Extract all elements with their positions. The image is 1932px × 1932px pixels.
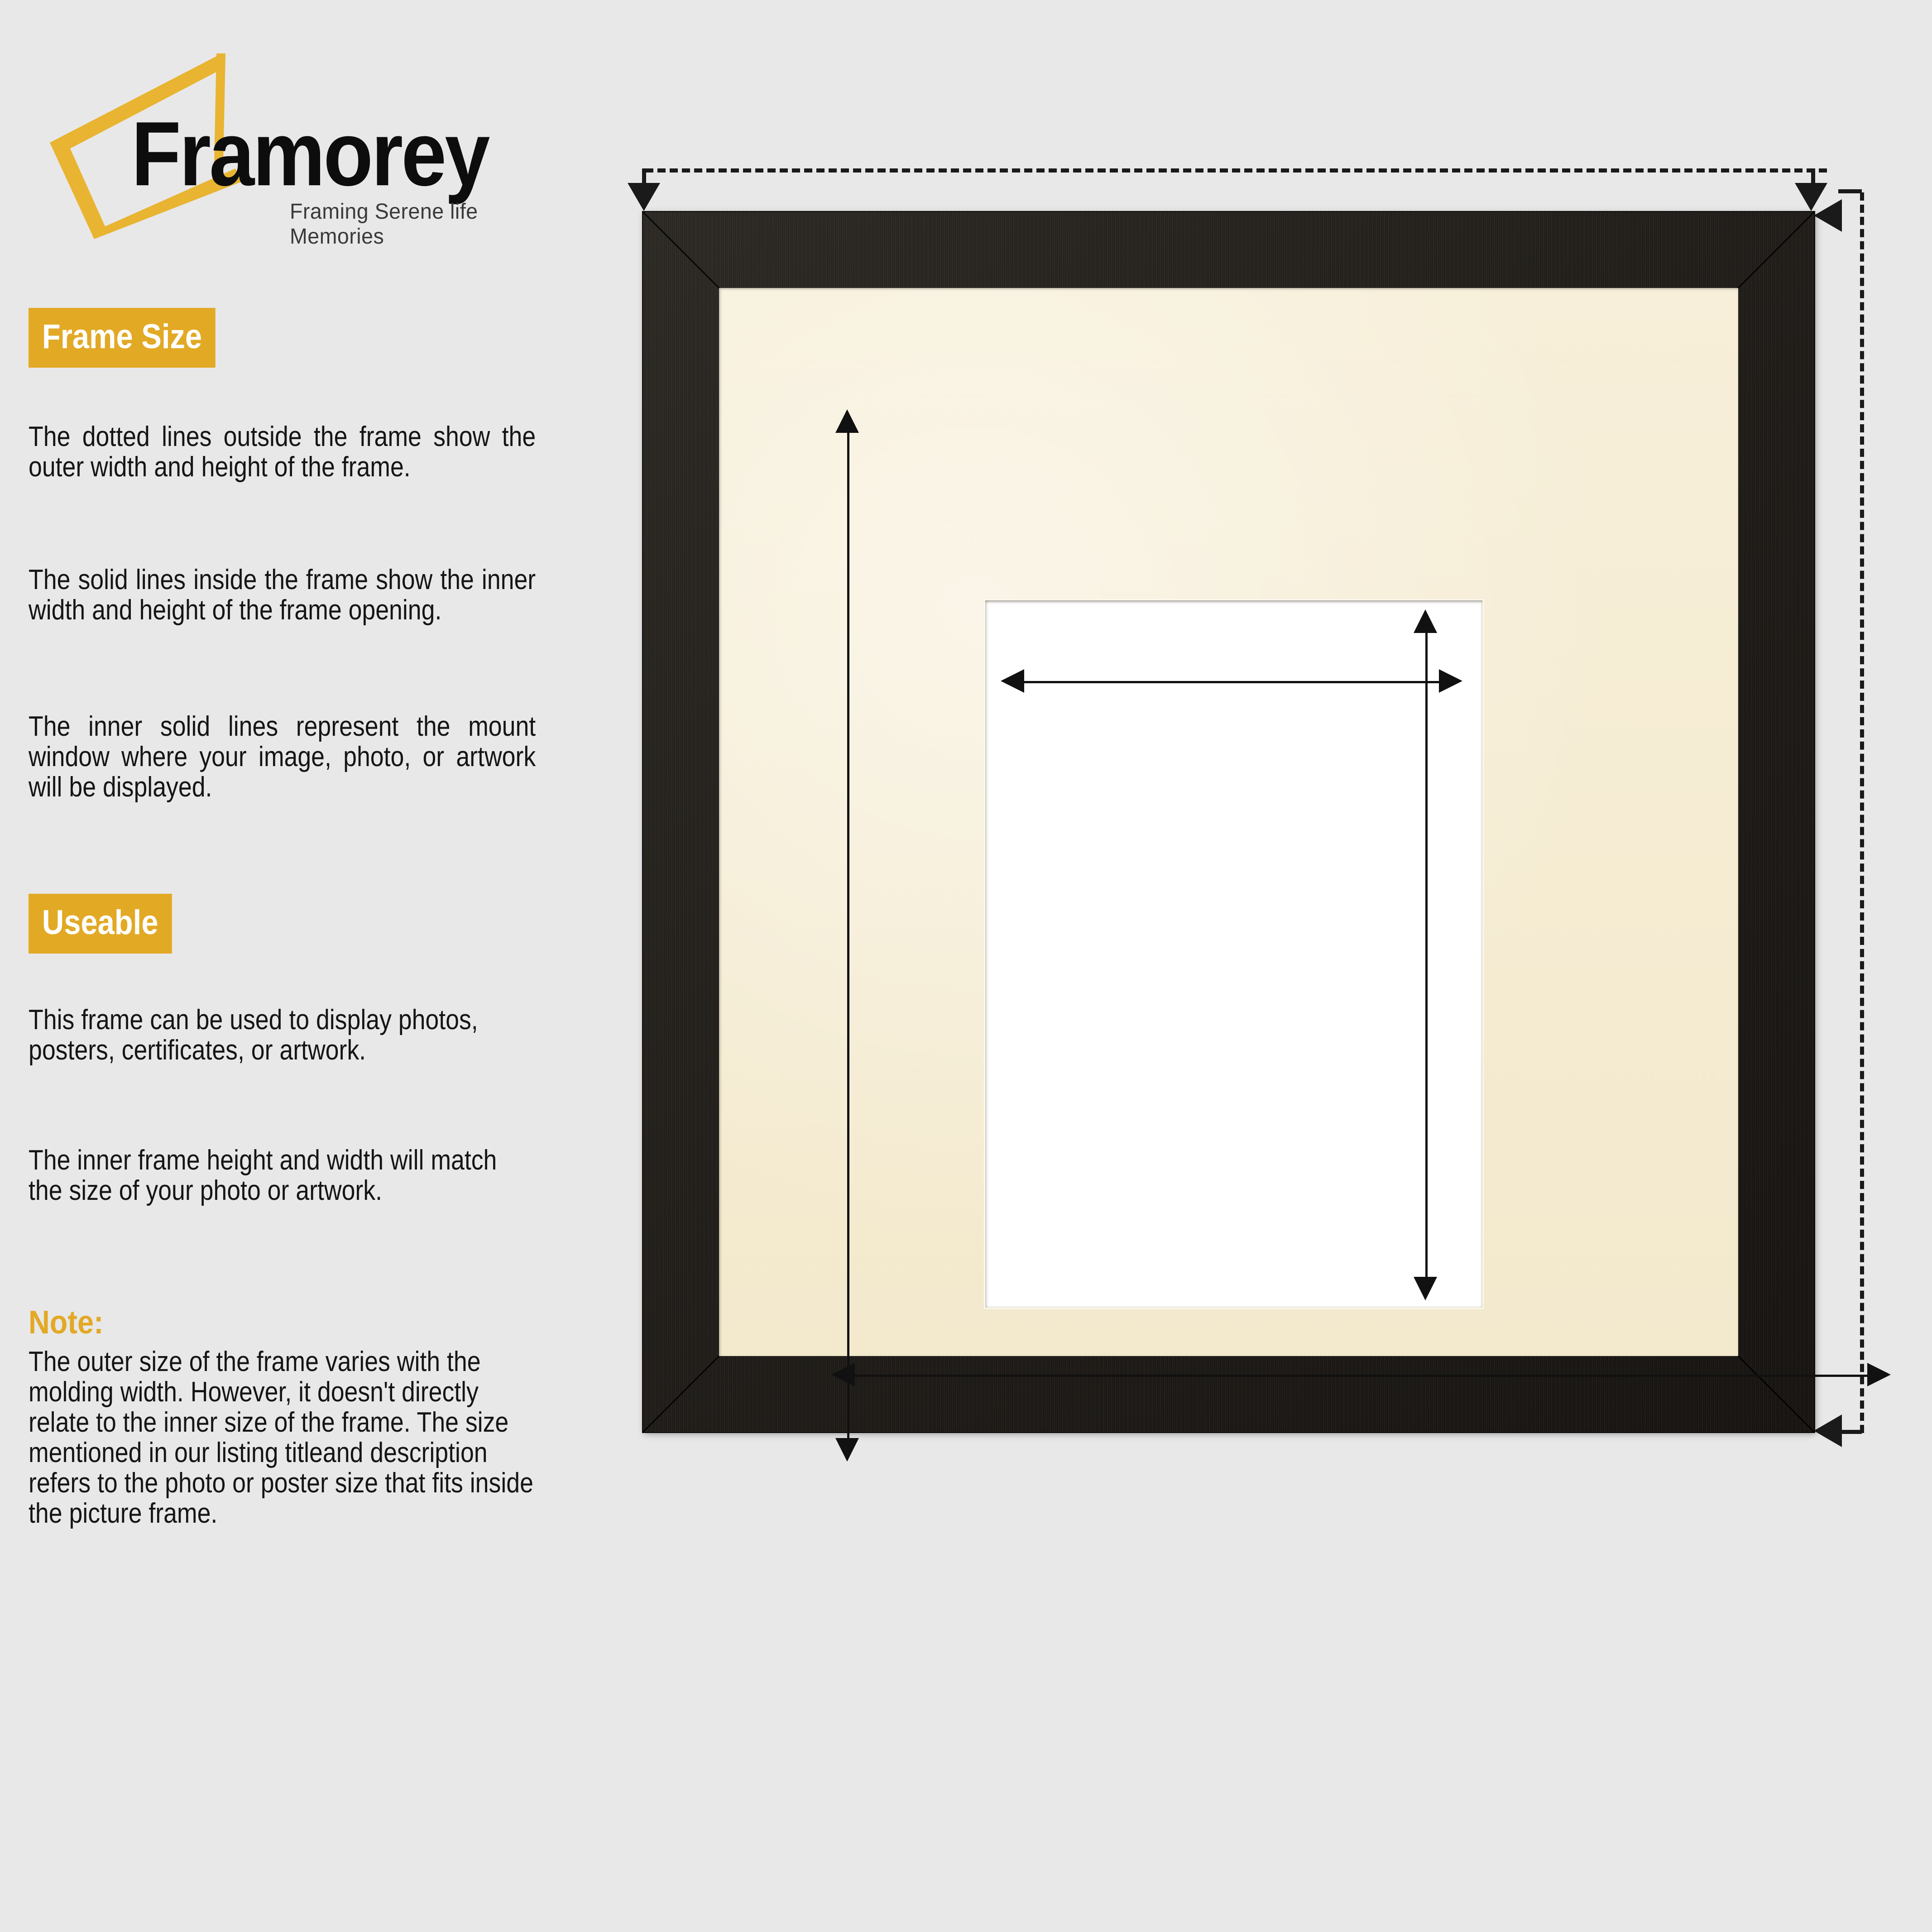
note-label: Note:	[29, 1304, 104, 1341]
frame-diagram	[589, 136, 1932, 1856]
arrow-head-right-icon	[1867, 1363, 1891, 1386]
frame-size-paragraph-1: The dotted lines outside the frame show the outer width and height of the frame.	[29, 421, 536, 483]
badge-frame-size: Frame Size	[29, 308, 216, 368]
brand-tagline: Framing Serene life Memories	[290, 200, 478, 249]
badge-useable: Useable	[29, 894, 172, 954]
brand-wordmark: Framorey	[131, 103, 489, 205]
outer-width-dashed-guide	[645, 168, 1827, 173]
arrow-head-up-icon	[835, 409, 859, 433]
arrow-head-right-icon	[1439, 669, 1462, 693]
mount-window	[985, 600, 1482, 1308]
mount-board	[719, 288, 1738, 1356]
miter-seam-bottom-right	[1728, 1346, 1814, 1432]
arrow-head-left-icon	[1001, 669, 1024, 693]
guide-arrow-right-top-icon	[1814, 199, 1842, 232]
note-body: The outer size of the frame varies with the molding width. However, it doesn't directly relate to the inner size of the frame. The size mentioned in our listing titleand description refers to the photo or poster size that fits inside the picture frame.	[29, 1346, 533, 1529]
miter-seam-top-right	[1728, 212, 1814, 298]
arrow-head-up-icon	[1414, 609, 1437, 633]
outer-height-dashed-guide	[1860, 192, 1864, 1433]
brand-logo	[45, 50, 543, 249]
frame-size-paragraph-2: The solid lines inside the frame show the inner width and height of the frame opening.	[29, 564, 536, 626]
miter-seam-bottom-left	[643, 1346, 729, 1432]
guide-arrow-top-left-icon	[628, 183, 660, 211]
picture-frame-molding	[643, 212, 1814, 1432]
miter-seam-top-left	[643, 212, 729, 298]
useable-paragraph-2: The inner frame height and width will match the size of your photo or artwork.	[29, 1145, 497, 1206]
arrow-head-down-icon	[1414, 1277, 1437, 1300]
guide-arrow-right-bottom-icon	[1814, 1414, 1842, 1447]
arrow-head-left-icon	[831, 1363, 855, 1386]
info-panel	[0, 0, 634, 1932]
outer-height-guide-top-tick	[1838, 189, 1862, 193]
arrow-head-down-icon	[835, 1438, 859, 1462]
frame-size-paragraph-3: The inner solid lines represent the mount window where your image, photo, or artwork will be displayed.	[29, 711, 536, 803]
useable-paragraph-1: This frame can be used to display photos, posters, certificates, or artwork.	[29, 1004, 478, 1066]
